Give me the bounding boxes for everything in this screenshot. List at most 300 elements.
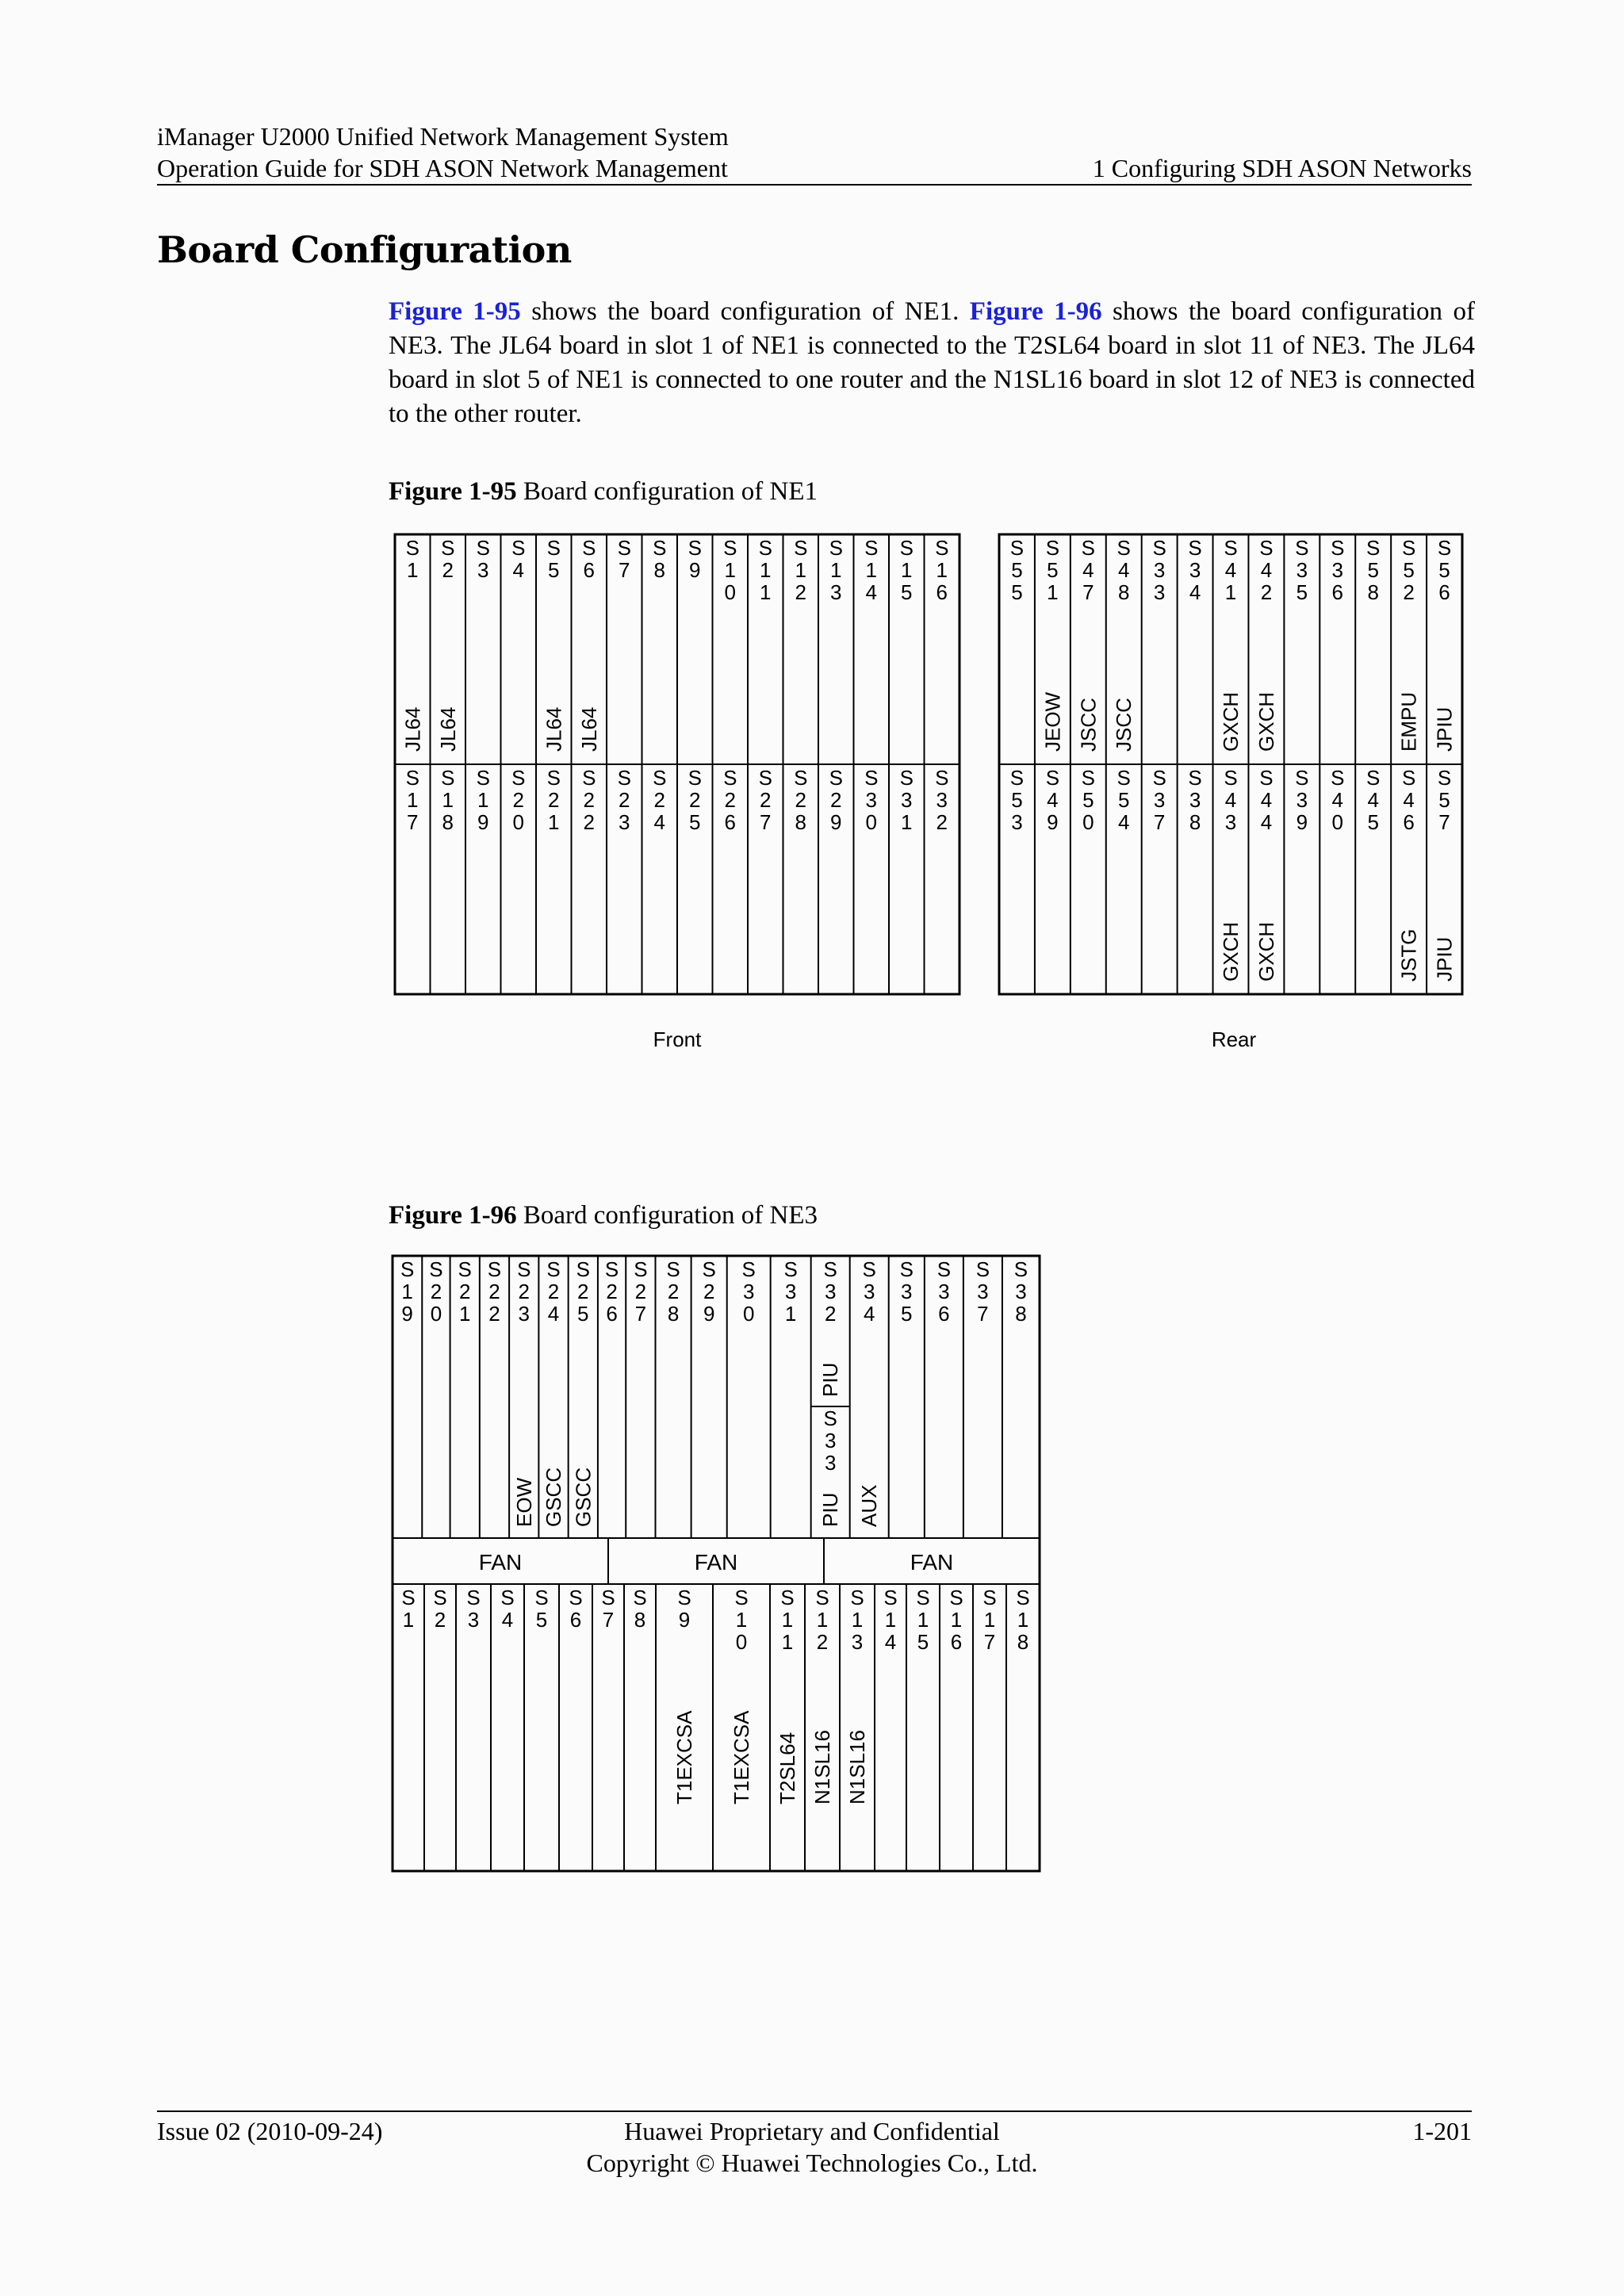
- footer-confidential: Huawei Proprietary and Confidential: [624, 2117, 1000, 2145]
- ne3-top-slot-s22-char: 2: [488, 1302, 500, 1326]
- ne3-board-s23: EOW: [511, 1477, 536, 1527]
- ne3-top-slot-s31-char: 1: [784, 1302, 797, 1326]
- front-top-slot-s14-char: S: [864, 536, 879, 560]
- front-top-slot-s6-char: S: [582, 536, 596, 560]
- rear-bottom-slot-s37-char: 7: [1153, 810, 1166, 834]
- front-bottom-slot-s32-char: 3: [936, 788, 948, 812]
- ne3-top-slot-s24-char: 2: [547, 1280, 560, 1303]
- front-bottom-slot-s26-char: 2: [724, 788, 736, 812]
- front-top-slot-s6-char: 6: [583, 558, 595, 582]
- rear-top-slot-s36-char: 3: [1331, 558, 1344, 582]
- rear-top-slot-s55-char: 5: [1011, 580, 1023, 604]
- front-bottom-slot-s32-char: S: [935, 766, 949, 790]
- rear-bottom-slot-s44-char: 4: [1260, 810, 1273, 834]
- front-bottom-slot-s20-char: S: [511, 766, 526, 790]
- front-bottom-slot-s21-char: 2: [548, 788, 560, 812]
- ne3-bottom-slot-s18-char: 1: [1017, 1608, 1029, 1632]
- ne3-bottom-slot-s15-char: 5: [917, 1630, 929, 1654]
- front-top-slot-s13-char: S: [829, 536, 843, 560]
- front-top-board-s1: JL64: [400, 706, 425, 752]
- ne3-top-slot-s28-char: 8: [667, 1302, 680, 1326]
- front-bottom-slot-s30-char: S: [864, 766, 879, 790]
- rear-bottom-slot-s46-char: S: [1401, 766, 1416, 790]
- rear-top-board-s48: JSCC: [1112, 698, 1136, 752]
- rear-top-slot-s34-char: 4: [1189, 580, 1201, 604]
- ne3-top-slot-s37-char: 3: [977, 1280, 989, 1303]
- ne3-bottom-slot-s3-char: S: [466, 1586, 481, 1609]
- rear-bottom-slot-s45-char: S: [1366, 766, 1381, 790]
- front-bottom-slot-s24-char: 2: [653, 788, 665, 812]
- front-bottom-slot-s23-char: 3: [619, 810, 630, 834]
- rear-bottom-slot-s57-char: 7: [1438, 810, 1450, 834]
- ne3-board-s32: PIU: [818, 1362, 843, 1397]
- ne3-top-slot-s37-char: 7: [977, 1302, 989, 1326]
- front-top-slot-s11-char: 1: [760, 580, 772, 604]
- ne3-top-slot-s29-char: 2: [703, 1280, 715, 1303]
- front-top-slot-s11-char: 1: [760, 558, 772, 582]
- rear-bottom-slot-s44-char: 4: [1260, 788, 1273, 812]
- front-top-slot-s11-char: S: [758, 536, 772, 560]
- front-top-slot-s7-char: 7: [619, 558, 630, 582]
- rear-bottom-slot-s37-char: 3: [1153, 788, 1166, 812]
- ne3-bottom-slot-s7-char: 7: [602, 1608, 615, 1632]
- ne3-top-slot-s38-char: 3: [1015, 1280, 1027, 1303]
- front-bottom-slot-s31-char: 1: [901, 810, 913, 834]
- rear-bottom-slot-s46-char: 4: [1403, 788, 1415, 812]
- rear-top-slot-s51-char: 1: [1047, 580, 1059, 604]
- rear-top-slot-s55-char: S: [1009, 536, 1025, 560]
- front-bottom-slot-s30-char: 0: [865, 810, 877, 834]
- ne3-top-slot-s30-char: S: [741, 1257, 756, 1281]
- rear-bottom-slot-s57-char: S: [1437, 766, 1452, 790]
- rear-bottom-slot-s38-char: 8: [1189, 810, 1201, 834]
- rear-bottom-board-s44: GXCH: [1254, 921, 1278, 982]
- rear-bottom-board-s57: JPIU: [1432, 936, 1457, 982]
- ne3-top-slot-s21-char: 2: [458, 1280, 471, 1303]
- ne3-top-slot-s26-char: S: [604, 1257, 619, 1281]
- ne3-top-slot-s36-char: 3: [938, 1280, 950, 1303]
- rear-bottom-slot-s53-char: S: [1009, 766, 1025, 790]
- header-product: iManager U2000 Unified Network Management System: [157, 122, 729, 151]
- rear-top-slot-s56-char: 5: [1438, 558, 1450, 582]
- front-top-slot-s5-char: S: [546, 536, 561, 560]
- rear-bottom-slot-s49-char: 4: [1047, 788, 1059, 812]
- front-bottom-slot-s29-char: S: [829, 766, 843, 790]
- ne3-top-slot-s33-char: 3: [824, 1451, 837, 1475]
- rear-bottom-slot-s54-char: 5: [1117, 788, 1130, 812]
- ne3-bottom-slot-s17-char: S: [982, 1586, 997, 1609]
- rear-bottom-slot-s40-char: S: [1331, 766, 1345, 790]
- front-bottom-slot-s22-char: 2: [583, 788, 595, 812]
- rear-top-slot-s35-char: 3: [1296, 558, 1308, 582]
- front-bottom-slot-s30-char: 3: [865, 788, 877, 812]
- ne3-bottom-slot-s13-char: 1: [851, 1608, 864, 1632]
- front-top-slot-s14-char: 4: [865, 580, 877, 604]
- front-bottom-slot-s21-char: 1: [548, 810, 560, 834]
- rear-top-board-s52: EMPU: [1396, 691, 1421, 752]
- ne3-top-slot-s27-char: 7: [634, 1302, 647, 1326]
- rear-bottom-slot-s44-char: S: [1259, 766, 1274, 790]
- ne3-top-slot-s34-char: 4: [863, 1302, 875, 1326]
- rear-bottom-slot-s40-char: 0: [1331, 810, 1344, 834]
- rear-top-slot-s34-char: S: [1188, 536, 1202, 560]
- ne3-bottom-slot-s16-char: S: [949, 1586, 963, 1609]
- ne3-top-slot-s19-char: 1: [401, 1280, 413, 1303]
- ne3-top-slot-s25-char: 2: [577, 1280, 589, 1303]
- fan-label: FAN: [478, 1550, 523, 1575]
- rear-top-slot-s58-char: 5: [1367, 558, 1379, 582]
- front-top-slot-s7-char: S: [617, 536, 631, 560]
- front-top-slot-s5-char: 5: [548, 558, 560, 582]
- rear-top-slot-s56-char: 6: [1438, 580, 1450, 604]
- ne3-bottom-slot-s5-char: 5: [535, 1608, 548, 1632]
- ne3-bottom-slot-s10-char: 1: [735, 1608, 748, 1632]
- ne3-bottom-slot-s8-char: 8: [634, 1608, 646, 1632]
- ne3-board-s13: N1SL16: [845, 1730, 869, 1804]
- front-top-slot-s15-char: 5: [901, 580, 913, 604]
- front-top-board-s2: JL64: [435, 706, 460, 752]
- ne3-top-slot-s20-char: 2: [430, 1280, 442, 1303]
- ne3-bottom-slot-s10-char: S: [734, 1586, 749, 1609]
- front-bottom-slot-s18-char: S: [441, 766, 455, 790]
- ne3-top-slot-s24-char: 4: [547, 1302, 560, 1326]
- rear-top-slot-s51-char: 5: [1047, 558, 1059, 582]
- rear-top-slot-s42-char: 4: [1260, 558, 1273, 582]
- rear-bottom-slot-s46-char: 6: [1403, 810, 1415, 834]
- footer-rule: [157, 2110, 1472, 2112]
- ne3-top-slot-s23-char: 3: [518, 1302, 530, 1326]
- ne3-top-slot-s36-char: S: [936, 1257, 952, 1281]
- rear-top-slot-s48-char: 4: [1117, 558, 1130, 582]
- front-top-slot-s14-char: 1: [865, 558, 877, 582]
- figure-96-caption: [389, 1201, 818, 1230]
- fan-label: FAN: [910, 1550, 954, 1575]
- ne3-bottom-slot-s11-char: S: [780, 1586, 795, 1609]
- front-bottom-slot-s26-char: 6: [724, 810, 736, 834]
- ne3-top-slot-s35-char: 5: [901, 1302, 913, 1326]
- figure-link-96[interactable]: Figure 1-96: [969, 297, 1102, 326]
- ne3-top-slot-s27-char: 2: [634, 1280, 647, 1303]
- section-title: Board Configuration: [157, 228, 572, 271]
- ne3-board-s12: N1SL16: [810, 1730, 834, 1804]
- rear-top-slot-s52-char: 5: [1403, 558, 1415, 582]
- front-bottom-slot-s28-char: 2: [795, 788, 806, 812]
- front-bottom-slot-s19-char: 1: [477, 788, 489, 812]
- rear-top-slot-s41-char: 4: [1224, 558, 1237, 582]
- paragraph-text-2: shows the board configuration of NE3. The JL64 board in slot 1 of NE1 is connected to the T2SL64 board in slot 11 of NE3. The JL64 board in slot 5 of NE1 is connected to one router and the N1SL16 board in slot 12 of NE3 is connected to the other router.: [389, 297, 1475, 428]
- rear-top-slot-s42-char: S: [1259, 536, 1274, 560]
- front-top-slot-s16-char: 6: [936, 580, 948, 604]
- rear-top-slot-s33-char: S: [1152, 536, 1166, 560]
- front-bottom-slot-s23-char: 2: [619, 788, 630, 812]
- front-bottom-slot-s25-char: 5: [689, 810, 701, 834]
- ne3-bottom-slot-s3-char: 3: [467, 1608, 480, 1632]
- ne3-bottom-slot-s13-char: S: [850, 1586, 864, 1609]
- ne3-bottom-slot-s17-char: 1: [983, 1608, 996, 1632]
- ne3-bottom-slot-s10-char: 0: [735, 1630, 748, 1654]
- ne3-top-slot-s38-char: 8: [1015, 1302, 1027, 1326]
- ne3-top-slot-s29-char: S: [702, 1257, 716, 1281]
- ne3-top-slot-s27-char: S: [634, 1257, 648, 1281]
- rear-bottom-board-s43: GXCH: [1219, 921, 1243, 982]
- ne3-board-diagram: [391, 1254, 1044, 1874]
- ne3-bottom-slot-s4-char: S: [500, 1586, 515, 1609]
- rear-top-slot-s52-char: 2: [1403, 580, 1415, 604]
- ne3-bottom-slot-s9-char: S: [677, 1586, 691, 1609]
- rear-label: Rear: [1211, 1027, 1257, 1051]
- ne3-top-slot-s22-char: 2: [488, 1280, 500, 1303]
- rear-bottom-slot-s54-char: S: [1116, 766, 1131, 790]
- rear-bottom-slot-s53-char: 3: [1011, 810, 1023, 834]
- rear-top-slot-s41-char: 1: [1224, 580, 1237, 604]
- rear-bottom-slot-s43-char: S: [1224, 766, 1238, 790]
- ne3-bottom-slot-s15-char: 1: [917, 1608, 929, 1632]
- front-bottom-slot-s17-char: 1: [407, 788, 419, 812]
- front-top-slot-s10-char: 1: [724, 558, 736, 582]
- rear-top-board-s47: JSCC: [1076, 698, 1101, 752]
- rear-bottom-slot-s45-char: 5: [1367, 810, 1379, 834]
- ne3-top-slot-s30-char: 0: [742, 1302, 755, 1326]
- footer-copyright: Copyright © Huawei Technologies Co., Ltd.: [586, 2149, 1038, 2177]
- rear-top-slot-s47-char: 4: [1082, 558, 1094, 582]
- ne3-bottom-slot-s5-char: S: [534, 1586, 549, 1609]
- ne3-top-slot-s25-char: S: [576, 1257, 590, 1281]
- rear-bottom-slot-s39-char: 3: [1296, 788, 1308, 812]
- rear-bottom-slot-s38-char: S: [1188, 766, 1202, 790]
- rear-bottom-slot-s53-char: 5: [1011, 788, 1023, 812]
- ne3-top-slot-s24-char: S: [546, 1257, 561, 1281]
- front-top-slot-s2-char: 2: [442, 558, 454, 582]
- front-top-slot-s10-char: S: [723, 536, 737, 560]
- front-top-slot-s2-char: S: [441, 536, 455, 560]
- ne3-top-slot-s26-char: 6: [606, 1302, 618, 1326]
- front-bottom-slot-s25-char: 2: [689, 788, 701, 812]
- ne3-bottom-slot-s7-char: S: [601, 1586, 615, 1609]
- ne3-top-slot-s34-char: S: [862, 1257, 876, 1281]
- rear-bottom-slot-s45-char: 4: [1367, 788, 1379, 812]
- rear-bottom-slot-s43-char: 4: [1224, 788, 1237, 812]
- ne3-board-s34: AUX: [857, 1484, 882, 1527]
- ne3-top-slot-s22-char: S: [487, 1257, 502, 1281]
- ne3-top-slot-s19-char: S: [400, 1257, 415, 1281]
- ne3-board-s33: PIU: [818, 1492, 843, 1527]
- front-top-slot-s9-char: 9: [689, 558, 701, 582]
- ne3-board-s9: T1EXCSA: [672, 1710, 696, 1804]
- fan-label: FAN: [694, 1550, 738, 1575]
- rear-top-slot-s56-char: S: [1437, 536, 1452, 560]
- front-bottom-slot-s27-char: 2: [760, 788, 772, 812]
- paragraph-text-1: shows the board configuration of NE1.: [520, 297, 970, 326]
- front-top-slot-s12-char: 1: [795, 558, 806, 582]
- header-rule: [157, 184, 1472, 186]
- rear-bottom-slot-s50-char: S: [1081, 766, 1095, 790]
- rear-bottom-slot-s40-char: 4: [1331, 788, 1344, 812]
- front-top-slot-s3-char: 3: [477, 558, 489, 582]
- front-bottom-slot-s26-char: S: [723, 766, 737, 790]
- rear-top-slot-s35-char: 5: [1296, 580, 1308, 604]
- front-bottom-slot-s27-char: 7: [760, 810, 772, 834]
- ne3-top-slot-s20-char: S: [429, 1257, 443, 1281]
- ne3-bottom-slot-s16-char: 6: [950, 1630, 963, 1654]
- front-bottom-slot-s20-char: 2: [512, 788, 524, 812]
- front-top-slot-s13-char: 1: [830, 558, 842, 582]
- ne3-top-slot-s23-char: 2: [518, 1280, 530, 1303]
- figure-95-caption-number: Figure 1-95: [389, 477, 517, 506]
- ne3-top-slot-s36-char: 6: [938, 1302, 950, 1326]
- front-bottom-slot-s31-char: 3: [901, 788, 913, 812]
- ne3-top-slot-s21-char: S: [458, 1257, 472, 1281]
- ne3-bottom-slot-s14-char: 1: [884, 1608, 897, 1632]
- footer-page-number: 1-201: [1412, 2117, 1472, 2145]
- ne3-top-slot-s25-char: 5: [577, 1302, 589, 1326]
- rear-top-slot-s34-char: 3: [1189, 558, 1201, 582]
- rear-bottom-slot-s37-char: S: [1152, 766, 1166, 790]
- rear-top-board-s51: JEOW: [1040, 691, 1065, 752]
- front-bottom-slot-s20-char: 0: [512, 810, 524, 834]
- ne3-top-slot-s30-char: 3: [742, 1280, 755, 1303]
- rear-top-slot-s48-char: S: [1116, 536, 1131, 560]
- front-bottom-slot-s22-char: 2: [583, 810, 595, 834]
- ne3-top-slot-s21-char: 1: [458, 1302, 471, 1326]
- rear-top-slot-s58-char: S: [1366, 536, 1381, 560]
- ne3-bottom-slot-s14-char: S: [883, 1586, 898, 1609]
- header-guide: Operation Guide for SDH ASON Network Management: [157, 154, 728, 182]
- ne3-top-slot-s34-char: 3: [863, 1280, 875, 1303]
- front-top-slot-s12-char: 2: [795, 580, 806, 604]
- front-top-slot-s9-char: S: [688, 536, 702, 560]
- rear-top-slot-s36-char: S: [1331, 536, 1345, 560]
- rear-bottom-slot-s39-char: S: [1295, 766, 1309, 790]
- front-top-slot-s1-char: 1: [407, 558, 419, 582]
- front-top-slot-s12-char: S: [794, 536, 808, 560]
- ne3-bottom-slot-s12-char: 2: [816, 1630, 829, 1654]
- front-bottom-slot-s21-char: S: [546, 766, 561, 790]
- front-top-slot-s4-char: 4: [512, 558, 524, 582]
- front-top-slot-s8-char: S: [653, 536, 667, 560]
- front-bottom-slot-s19-char: 9: [477, 810, 489, 834]
- rear-bottom-slot-s57-char: 5: [1438, 788, 1450, 812]
- ne3-top-slot-s32-char: S: [823, 1257, 837, 1281]
- ne3-top-slot-s35-char: S: [899, 1257, 914, 1281]
- front-top-slot-s3-char: S: [476, 536, 490, 560]
- rear-bottom-slot-s38-char: 3: [1189, 788, 1201, 812]
- front-top-slot-s1-char: S: [405, 536, 419, 560]
- ne3-top-slot-s33-char: 3: [824, 1429, 837, 1452]
- front-bottom-slot-s18-char: 8: [442, 810, 454, 834]
- ne3-bottom-slot-s6-char: S: [569, 1586, 583, 1609]
- rear-top-slot-s47-char: 7: [1082, 580, 1094, 604]
- front-top-board-s6: JL64: [576, 706, 601, 752]
- ne3-top-slot-s38-char: S: [1013, 1257, 1028, 1281]
- figure-link-95[interactable]: Figure 1-95: [389, 297, 521, 326]
- ne3-bottom-slot-s1-char: S: [401, 1586, 416, 1609]
- front-bottom-slot-s27-char: S: [758, 766, 772, 790]
- rear-top-slot-s55-char: 5: [1011, 558, 1023, 582]
- ne3-top-slot-s37-char: S: [975, 1257, 990, 1281]
- figure-95-caption: [389, 477, 818, 507]
- front-bottom-slot-s29-char: 2: [830, 788, 842, 812]
- footer-issue: Issue 02 (2010-09-24): [157, 2117, 383, 2145]
- ne3-bottom-slot-s9-char: 9: [678, 1608, 691, 1632]
- front-bottom-slot-s29-char: 9: [830, 810, 842, 834]
- ne3-top-slot-s31-char: S: [783, 1257, 798, 1281]
- rear-top-slot-s42-char: 2: [1260, 580, 1273, 604]
- rear-bottom-slot-s49-char: 9: [1047, 810, 1059, 834]
- rear-bottom-slot-s43-char: 3: [1224, 810, 1237, 834]
- rear-top-slot-s33-char: 3: [1153, 558, 1166, 582]
- ne3-bottom-slot-s11-char: 1: [781, 1630, 794, 1654]
- rear-top-slot-s36-char: 6: [1331, 580, 1344, 604]
- front-bottom-slot-s23-char: S: [617, 766, 631, 790]
- ne3-bottom-slot-s18-char: S: [1016, 1586, 1030, 1609]
- ne3-bottom-slot-s1-char: 1: [402, 1608, 415, 1632]
- ne1-board-diagram: [393, 533, 1473, 1062]
- figure-95-caption-text: Board configuration of NE1: [516, 477, 818, 506]
- ne3-bottom-slot-s11-char: 1: [781, 1608, 794, 1632]
- ne3-bottom-slot-s12-char: 1: [816, 1608, 829, 1632]
- ne3-board-s11: T2SL64: [776, 1732, 799, 1804]
- rear-bottom-slot-s39-char: 9: [1296, 810, 1308, 834]
- rear-bottom-slot-s50-char: 5: [1082, 788, 1094, 812]
- rear-top-slot-s51-char: S: [1045, 536, 1060, 560]
- body-paragraph: [389, 295, 1475, 431]
- ne3-bottom-slot-s17-char: 7: [983, 1630, 996, 1654]
- ne3-bottom-slot-s14-char: 4: [884, 1630, 897, 1654]
- front-top-slot-s16-char: S: [935, 536, 949, 560]
- front-bottom-slot-s17-char: S: [405, 766, 419, 790]
- figure-96-caption-number: Figure 1-96: [389, 1201, 517, 1230]
- ne3-top-slot-s19-char: 9: [401, 1302, 413, 1326]
- rear-bottom-slot-s54-char: 4: [1117, 810, 1130, 834]
- figure-96-caption-text: Board configuration of NE3: [516, 1201, 818, 1230]
- front-label: Front: [653, 1027, 702, 1051]
- ne3-bottom-slot-s16-char: 1: [950, 1608, 963, 1632]
- rear-top-slot-s35-char: S: [1295, 536, 1309, 560]
- ne3-board-s10: T1EXCSA: [730, 1710, 753, 1804]
- ne3-bottom-slot-s6-char: 6: [569, 1608, 582, 1632]
- ne3-board-s25: GSCC: [571, 1467, 596, 1527]
- front-bottom-slot-s22-char: S: [582, 766, 596, 790]
- front-top-slot-s8-char: 8: [653, 558, 665, 582]
- front-bottom-slot-s24-char: S: [653, 766, 667, 790]
- rear-top-slot-s33-char: 3: [1153, 580, 1166, 604]
- rear-top-slot-s58-char: 8: [1367, 580, 1379, 604]
- front-top-slot-s13-char: 3: [830, 580, 842, 604]
- ne3-bottom-slot-s15-char: S: [916, 1586, 930, 1609]
- front-bottom-slot-s17-char: 7: [407, 810, 419, 834]
- front-top-slot-s15-char: S: [899, 536, 914, 560]
- front-top-slot-s4-char: S: [511, 536, 526, 560]
- ne3-bottom-slot-s2-char: 2: [434, 1608, 446, 1632]
- front-bottom-slot-s28-char: S: [794, 766, 808, 790]
- rear-top-board-s42: GXCH: [1254, 691, 1278, 752]
- front-bottom-slot-s28-char: 8: [795, 810, 806, 834]
- rear-top-slot-s41-char: S: [1224, 536, 1238, 560]
- front-bottom-slot-s25-char: S: [688, 766, 702, 790]
- rear-top-slot-s47-char: S: [1081, 536, 1095, 560]
- rear-top-slot-s48-char: 8: [1117, 580, 1130, 604]
- front-top-slot-s15-char: 1: [901, 558, 913, 582]
- front-top-slot-s10-char: 0: [724, 580, 736, 604]
- ne3-bottom-slot-s2-char: S: [433, 1586, 447, 1609]
- ne3-bottom-slot-s13-char: 3: [851, 1630, 864, 1654]
- rear-top-board-s56: JPIU: [1432, 706, 1457, 752]
- ne3-bottom-slot-s18-char: 8: [1017, 1630, 1029, 1654]
- ne3-top-slot-s28-char: 2: [667, 1280, 680, 1303]
- ne3-bottom-slot-s8-char: S: [633, 1586, 647, 1609]
- front-top-board-s5: JL64: [542, 706, 566, 752]
- front-bottom-slot-s24-char: 4: [653, 810, 665, 834]
